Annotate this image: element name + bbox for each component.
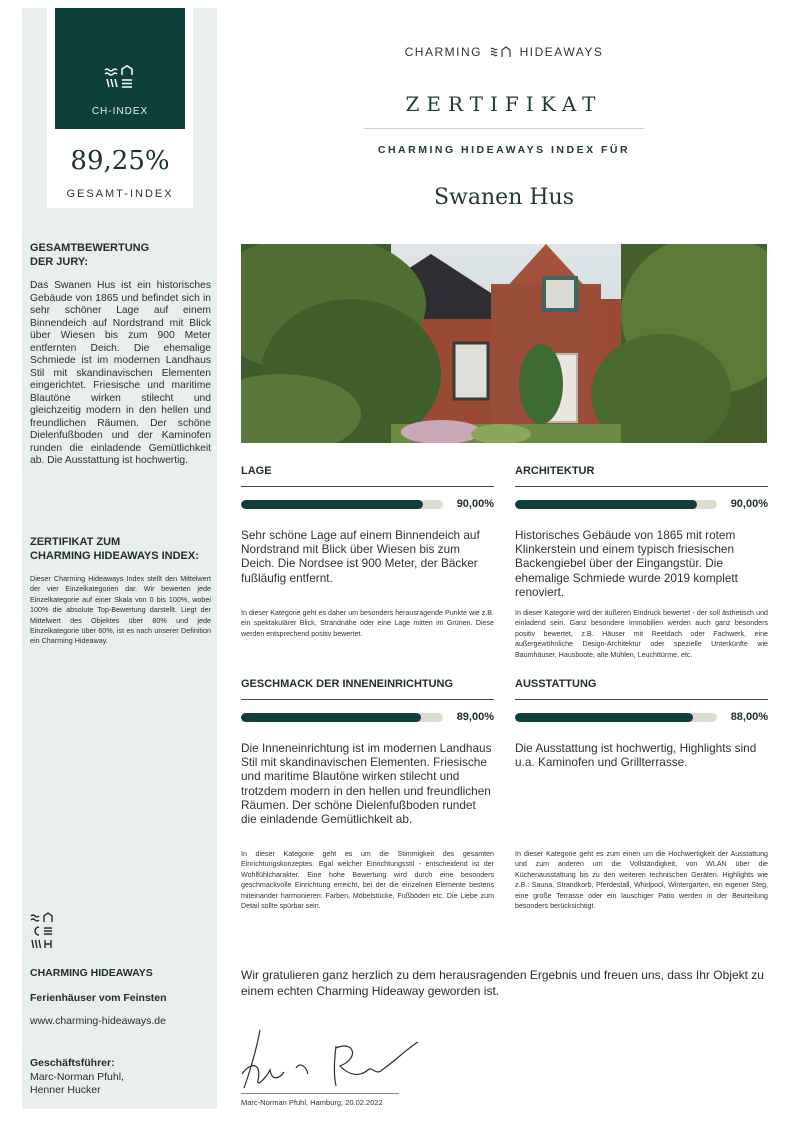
score-percent: 89,00% xyxy=(456,711,494,723)
category-note: In dieser Kategorie wird der äußeren Eindruck bewertet - der soll ästhetisch und einladend sein. Ganz besondere Immobilien werden auch ganz besonders positiv bewertet, z.B. Häuser mit Reetdach oder Fachwerk, eine außergewöhnliche Design-Architektur oder spezielle Unterkünfte wie Baumhäuser, Hausboote, alte Mühlen, Leuchttürme, etc. xyxy=(515,609,768,659)
score-percent: 88,00% xyxy=(730,711,768,723)
category-text: Sehr schöne Lage auf einem Binnendeich auf Nordstrand mit Blick über Wiesen bis zum Deich. Die Nordsee ist 900 Meter, der Bäcker fußläufig entfernt. xyxy=(241,528,480,585)
category-note: In dieser Kategorie geht es daher um besonders herausragende Punkte wie z.B. ein spektakulärer Blick, Strandnähe oder eine Lage mitten im Grünen. Diese werden entsprechend positiv bewertet. xyxy=(241,609,494,638)
cert-heading xyxy=(30,535,210,563)
category-text: Die Inneneinrichtung ist im modernen Landhaus Stil mit skandinavischen Elementen. Friesische und maritime Blautöne wirken stilecht und trotzdem modern in den hellen und freundlichen Räumen. Der schöne Dielenfußboden rundet die einladende Gemütlichkeit ab. xyxy=(241,741,492,827)
jury-heading xyxy=(30,241,210,269)
signature-caption: Marc-Norman Pfuhl, Hamburg, 20.02.2022 xyxy=(241,1098,383,1107)
score-bar-fill xyxy=(515,500,697,509)
category-score xyxy=(515,498,768,512)
index-card xyxy=(47,8,193,208)
signature-line xyxy=(241,1093,399,1094)
brand-logo xyxy=(241,45,767,59)
score-bar xyxy=(515,713,717,722)
cert-text: Dieser Charming Hideaways Index stellt den Mittelwert der vier Einzelkategorien dar. Wir bewerten jede Einzelkategorie auf einer Skala von 0 bis 100%, wobei 100% die absolute Top-Bewertung darstellt. Liegt der Mittelwert des Objektes über 80% und jede Einzelkategorie über 60%, ist es nach unserer Definition ein Charming Hideaway. xyxy=(30,574,211,646)
jury-heading-line2: DER JURY: xyxy=(30,256,89,268)
category-architektur xyxy=(515,465,768,659)
page-subtitle: CHARMING HIDEAWAYS INDEX FÜR xyxy=(377,144,631,156)
category-divider xyxy=(515,699,768,700)
category-divider xyxy=(515,486,768,487)
score-bar xyxy=(241,500,443,509)
jury-text: Das Swanen Hus ist ein historisches Gebäude von 1865 und befindet sich in sehr schöner Lage auf einem Binnendeich auf Nordstrand mit Blick über Wiesen bis zum 900 Meter entfernten Deich. Die ehemalige Schmiede ist im modernen Landhaus Stil mit skandinavischen Elementen eingerichtet. Friesische und maritime Blautöne wirken stilecht und gleichzeitig modern in den hellen und freundlichen Räumen. Der schöne Dielenfußboden und der Kaminofen runden die einladende Gemütlichkeit ab. Die Ausstattung ist hochwertig. xyxy=(30,280,211,466)
sidebar xyxy=(22,8,217,1109)
category-title: GESCHMACK DER INNENEINRICHTUNG xyxy=(241,678,454,690)
index-caption: GESAMT-INDEX xyxy=(66,188,174,200)
wave-house-logo-icon xyxy=(104,65,136,95)
cert-heading-line2: CHARMING HIDEAWAYS INDEX: xyxy=(30,550,199,562)
index-value: 89,25% xyxy=(70,146,170,176)
property-name: Swanen Hus xyxy=(433,185,574,210)
category-score xyxy=(241,498,494,512)
category-title: ARCHITEKTUR xyxy=(515,465,595,477)
ceo-name-2: Henner Hucker xyxy=(30,1084,101,1096)
ceo-names xyxy=(30,1071,124,1097)
title-divider xyxy=(364,128,644,129)
index-badge xyxy=(55,8,185,129)
score-bar xyxy=(515,500,717,509)
score-percent: 90,00% xyxy=(730,498,768,510)
ceo-heading: Geschäftsführer: xyxy=(30,1057,115,1069)
category-note: In dieser Kategorie geht es zum einen um die Hochwertigkeit der Ausstattung und zum anderen um die Vollständigkeit, von WLAN über die Küchenausstattung bis zu den weiteren technischen Geräten. Highlights wie z.B.: Sauna, Strandkorb, Pferdestall, Whirlpool, Wintergarten, ein eigener Steg, eine große Terrasse oder ein lauschiger Patio werden in der Beurteilung besonders berücksichtigt. xyxy=(515,850,768,911)
jury-heading-line1: GESAMTBEWERTUNG xyxy=(30,242,150,254)
category-divider xyxy=(241,486,494,487)
house-photo xyxy=(241,244,767,443)
score-bar-fill xyxy=(241,500,423,509)
index-label: CH-INDEX xyxy=(91,106,149,117)
signature-icon xyxy=(236,1022,426,1092)
cert-heading-line1: ZERTIFIKAT ZUM xyxy=(30,536,121,548)
category-title: LAGE xyxy=(241,465,272,477)
page-title: ZERTIFIKAT xyxy=(405,92,603,116)
category-ausstattung xyxy=(515,678,768,911)
score-bar xyxy=(241,713,443,722)
score-percent: 90,00% xyxy=(456,498,494,510)
category-text: Die Ausstattung ist hochwertig, Highlights sind u.a. Kaminofen und Grillterrasse. xyxy=(515,741,757,770)
ceo-name-1: Marc-Norman Pfuhl, xyxy=(30,1071,124,1083)
category-score xyxy=(515,711,768,725)
category-note: In dieser Kategorie geht es um die Stimmigkeit des gesamten Einrichtungskonzeptes. Egal welcher Einrichtungsstil - entscheidend ist der Wohlfühlcharakter. Eine hohe Bewertung wird durch eine besonders geschmackvolle Einrichtung erreicht, bei der die einzelnen Elemente bestens miteinander harmonieren: Farben, Möbelstücke, Fußböden etc. Die Liebe zum Detail sollte spürbar sein. xyxy=(241,850,494,911)
company-tagline: Ferienhäuser vom Feinsten xyxy=(30,992,167,1004)
company-url[interactable]: www.charming-hideaways.de xyxy=(30,1015,166,1027)
brand-right: HIDEAWAYS xyxy=(519,45,604,59)
category-text: Historisches Gebäude von 1865 mit rotem Klinkerstein und einem typisch friesischen Backengiebel über der Eingangstür. Die ehemalige Schmiede wurde 2019 komplett renoviert. xyxy=(515,528,738,599)
company-name: CHARMING HIDEAWAYS xyxy=(30,967,153,979)
congratulations-text: Wir gratulieren ganz herzlich zu dem herausragenden Ergebnis und freuen uns, dass Ihr Objekt zu einem echten Charming Hideaway geworden ist. xyxy=(241,968,764,998)
brand-left: CHARMING xyxy=(404,45,482,59)
score-bar-fill xyxy=(241,713,421,722)
category-score xyxy=(241,711,494,725)
ch-monogram-icon xyxy=(30,912,56,952)
category-inneneinrichtung xyxy=(241,678,494,911)
category-title: AUSSTATTUNG xyxy=(515,678,597,690)
category-lage xyxy=(241,465,494,638)
wave-house-logo-icon xyxy=(490,46,512,58)
category-divider xyxy=(241,699,494,700)
score-bar-fill xyxy=(515,713,693,722)
